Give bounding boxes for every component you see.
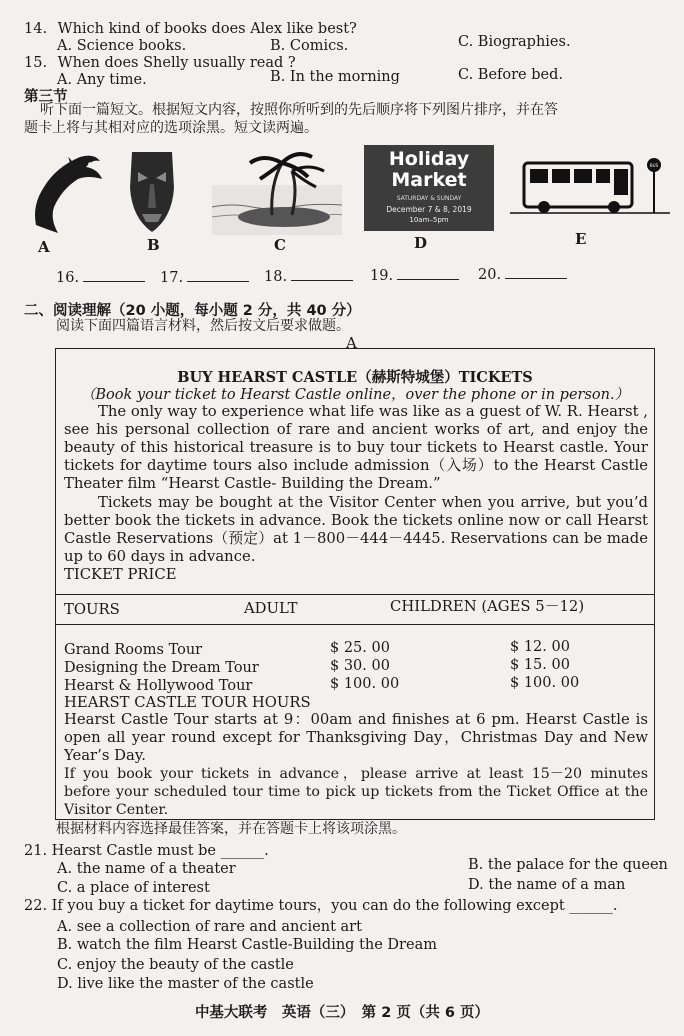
island-icon xyxy=(212,145,342,235)
tour-hours-text: Hearst Castle Tour starts at 9：00am and finishes at 6 pm. Hearst Castle is open all year round except for Thanksgiving Day，Christmas Day and New Year’s Day. xyxy=(64,711,648,765)
part-2-heading: 二、阅读理解（20 小题，每小题 2 分，共 40 分） xyxy=(24,303,361,319)
q22-option-c[interactable]: C. enjoy the beauty of the castle xyxy=(57,957,294,973)
picture-label-b: B xyxy=(147,236,160,254)
table-cell-children-price: $ 100. 00 xyxy=(510,675,580,691)
advance-booking-text: If you book your tickets in advance，please arrive at least 15－20 minutes before your scheduled tour time to pick up tickets from the Ticket Office at the Visitor Center. xyxy=(64,766,648,819)
blank-number: 19. xyxy=(370,268,394,284)
ticket-price-heading: TICKET PRICE xyxy=(64,566,177,583)
q22-option-b[interactable]: B. watch the film Hearst Castle-Building the Dream xyxy=(57,937,437,953)
passage-paragraph-1: The only way to experience what life was like as a guest of W. R. Hearst , see his personal collection of rare and ancient works of art, and enjoy the beauty of this historical treasure is to buy tour tickets to Hearst castle. Your tickets for daytime tours also include admission（入场）to the Hearst Castle Theater film “Hearst Castle- Building the Dream.” xyxy=(64,403,648,493)
blank-line xyxy=(397,266,459,280)
page-footer: 中基大联考 英语（三） 第 2 页（共 6 页） xyxy=(194,1005,490,1021)
q15-option-c: C. Before bed. xyxy=(458,67,564,83)
holiday-market-sign xyxy=(364,145,494,231)
question-text: When does Shelly usually read ? xyxy=(57,55,296,71)
q21-option-c[interactable]: C. a place of interest xyxy=(57,880,210,896)
table-cell-adult-price: $ 100. 00 xyxy=(330,676,400,692)
blank-number: 20. xyxy=(478,267,502,283)
question-15-stem xyxy=(24,54,296,72)
blank-line xyxy=(187,268,249,282)
blank-line xyxy=(291,267,353,281)
question-text: Which kind of books does Alex like best? xyxy=(57,21,357,37)
question-14-stem xyxy=(24,20,357,38)
blank-number: 17. xyxy=(160,270,184,286)
answer-instruction: 根据材料内容选择最佳答案，并在答题卡上将该项涂黑。 xyxy=(56,821,406,837)
bus-icon xyxy=(510,155,670,217)
passage-paragraph-2: Tickets may be bought at the Visitor Center when you arrive, but you’d better book the tickets in advance. Book the tickets online now or call Hearst Castle Reservations（预定）at 1－800－444－4445. Reservations can be made up to 60 days in advance. xyxy=(64,494,648,566)
market-subtitle: SATURDAY & SUNDAY xyxy=(396,195,462,202)
section-3-instruction-line2: 题卡上将与其相对应的选项涂黑。短文读两遍。 xyxy=(24,120,318,136)
q14-option-c: C. Biographies. xyxy=(458,34,571,50)
q15-option-a: A. Any time. xyxy=(57,72,147,88)
mask-icon xyxy=(126,148,178,234)
question-22-stem: 22. If you buy a ticket for daytime tours，you can do the following except ______. xyxy=(24,898,618,914)
market-title-line1: Holiday xyxy=(388,148,470,170)
market-title-line2: Market xyxy=(391,169,467,191)
table-row-designing-dream-tour: Designing the Dream Tour xyxy=(64,660,259,676)
answer-blank-17[interactable] xyxy=(160,268,249,287)
q15-option-b: B. In the morning xyxy=(270,69,400,85)
table-cell-adult-price: $ 25. 00 xyxy=(330,640,390,656)
question-21-stem: 21. Hearst Castle must be ______. xyxy=(24,843,269,859)
table-header-tours: TOURS xyxy=(64,601,120,618)
tour-hours-heading: HEARST CASTLE TOUR HOURS xyxy=(64,694,311,711)
table-row-grand-rooms-tour: Grand Rooms Tour xyxy=(64,642,203,658)
table-cell-children-price: $ 12. 00 xyxy=(510,639,570,655)
market-date: December 7 & 8, 2019 xyxy=(386,205,472,214)
blank-line xyxy=(505,265,567,279)
q14-option-a: A. Science books. xyxy=(57,38,187,54)
blank-number: 16. xyxy=(56,270,80,286)
table-header-adult: ADULT xyxy=(244,600,298,617)
blank-line xyxy=(83,268,145,282)
part-2-instruction: 阅读下面四篇语言材料，然后按文后要求做题。 xyxy=(56,318,350,334)
question-number: 15. xyxy=(24,55,48,71)
dolphin-icon xyxy=(28,145,106,237)
answer-blank-20[interactable] xyxy=(478,265,567,284)
table-separator xyxy=(55,594,655,595)
section-3-instruction-line1: 听下面一篇短文。根据短文内容，按照你所听到的先后顺序将下列图片排序，并在答 xyxy=(40,102,558,118)
passage-title: BUY HEARST CASTLE（赫斯特城堡）TICKETS xyxy=(177,369,533,386)
q21-option-d[interactable]: D. the name of a man xyxy=(468,877,626,893)
market-time: 10am–5pm xyxy=(409,216,449,224)
table-separator-header xyxy=(55,624,655,625)
passage-label-a: A xyxy=(346,334,357,352)
picture-label-c: C xyxy=(274,236,286,254)
q14-option-b: B. Comics. xyxy=(270,38,349,54)
table-row-hearst-hollywood-tour: Hearst & Hollywood Tour xyxy=(64,678,253,694)
blank-number: 18. xyxy=(264,269,288,285)
market-title xyxy=(364,149,494,191)
picture-label-a: A xyxy=(38,238,50,256)
section-3-title: 第三节 xyxy=(24,89,68,105)
q21-option-b[interactable]: B. the palace for the queen xyxy=(468,857,668,873)
answer-blank-19[interactable] xyxy=(370,266,459,285)
table-header-children: CHILDREN (AGES 5－12) xyxy=(390,598,585,615)
q21-option-a[interactable]: A. the name of a theater xyxy=(57,861,236,877)
table-cell-children-price: $ 15. 00 xyxy=(510,657,570,673)
picture-label-d: D xyxy=(414,234,428,252)
table-cell-adult-price: $ 30. 00 xyxy=(330,658,390,674)
q22-option-a[interactable]: A. see a collection of rare and ancient art xyxy=(57,919,362,935)
picture-label-e: E xyxy=(575,230,587,248)
passage-subtitle: （Book your ticket to Hearst Castle online，over the phone or in person.） xyxy=(80,387,630,403)
q22-option-d[interactable]: D. live like the master of the castle xyxy=(57,976,314,992)
answer-blank-16[interactable] xyxy=(56,268,145,287)
answer-blank-18[interactable] xyxy=(264,267,353,286)
question-number: 14. xyxy=(24,21,48,37)
bus-stop-sign-text: BUS xyxy=(649,163,659,168)
